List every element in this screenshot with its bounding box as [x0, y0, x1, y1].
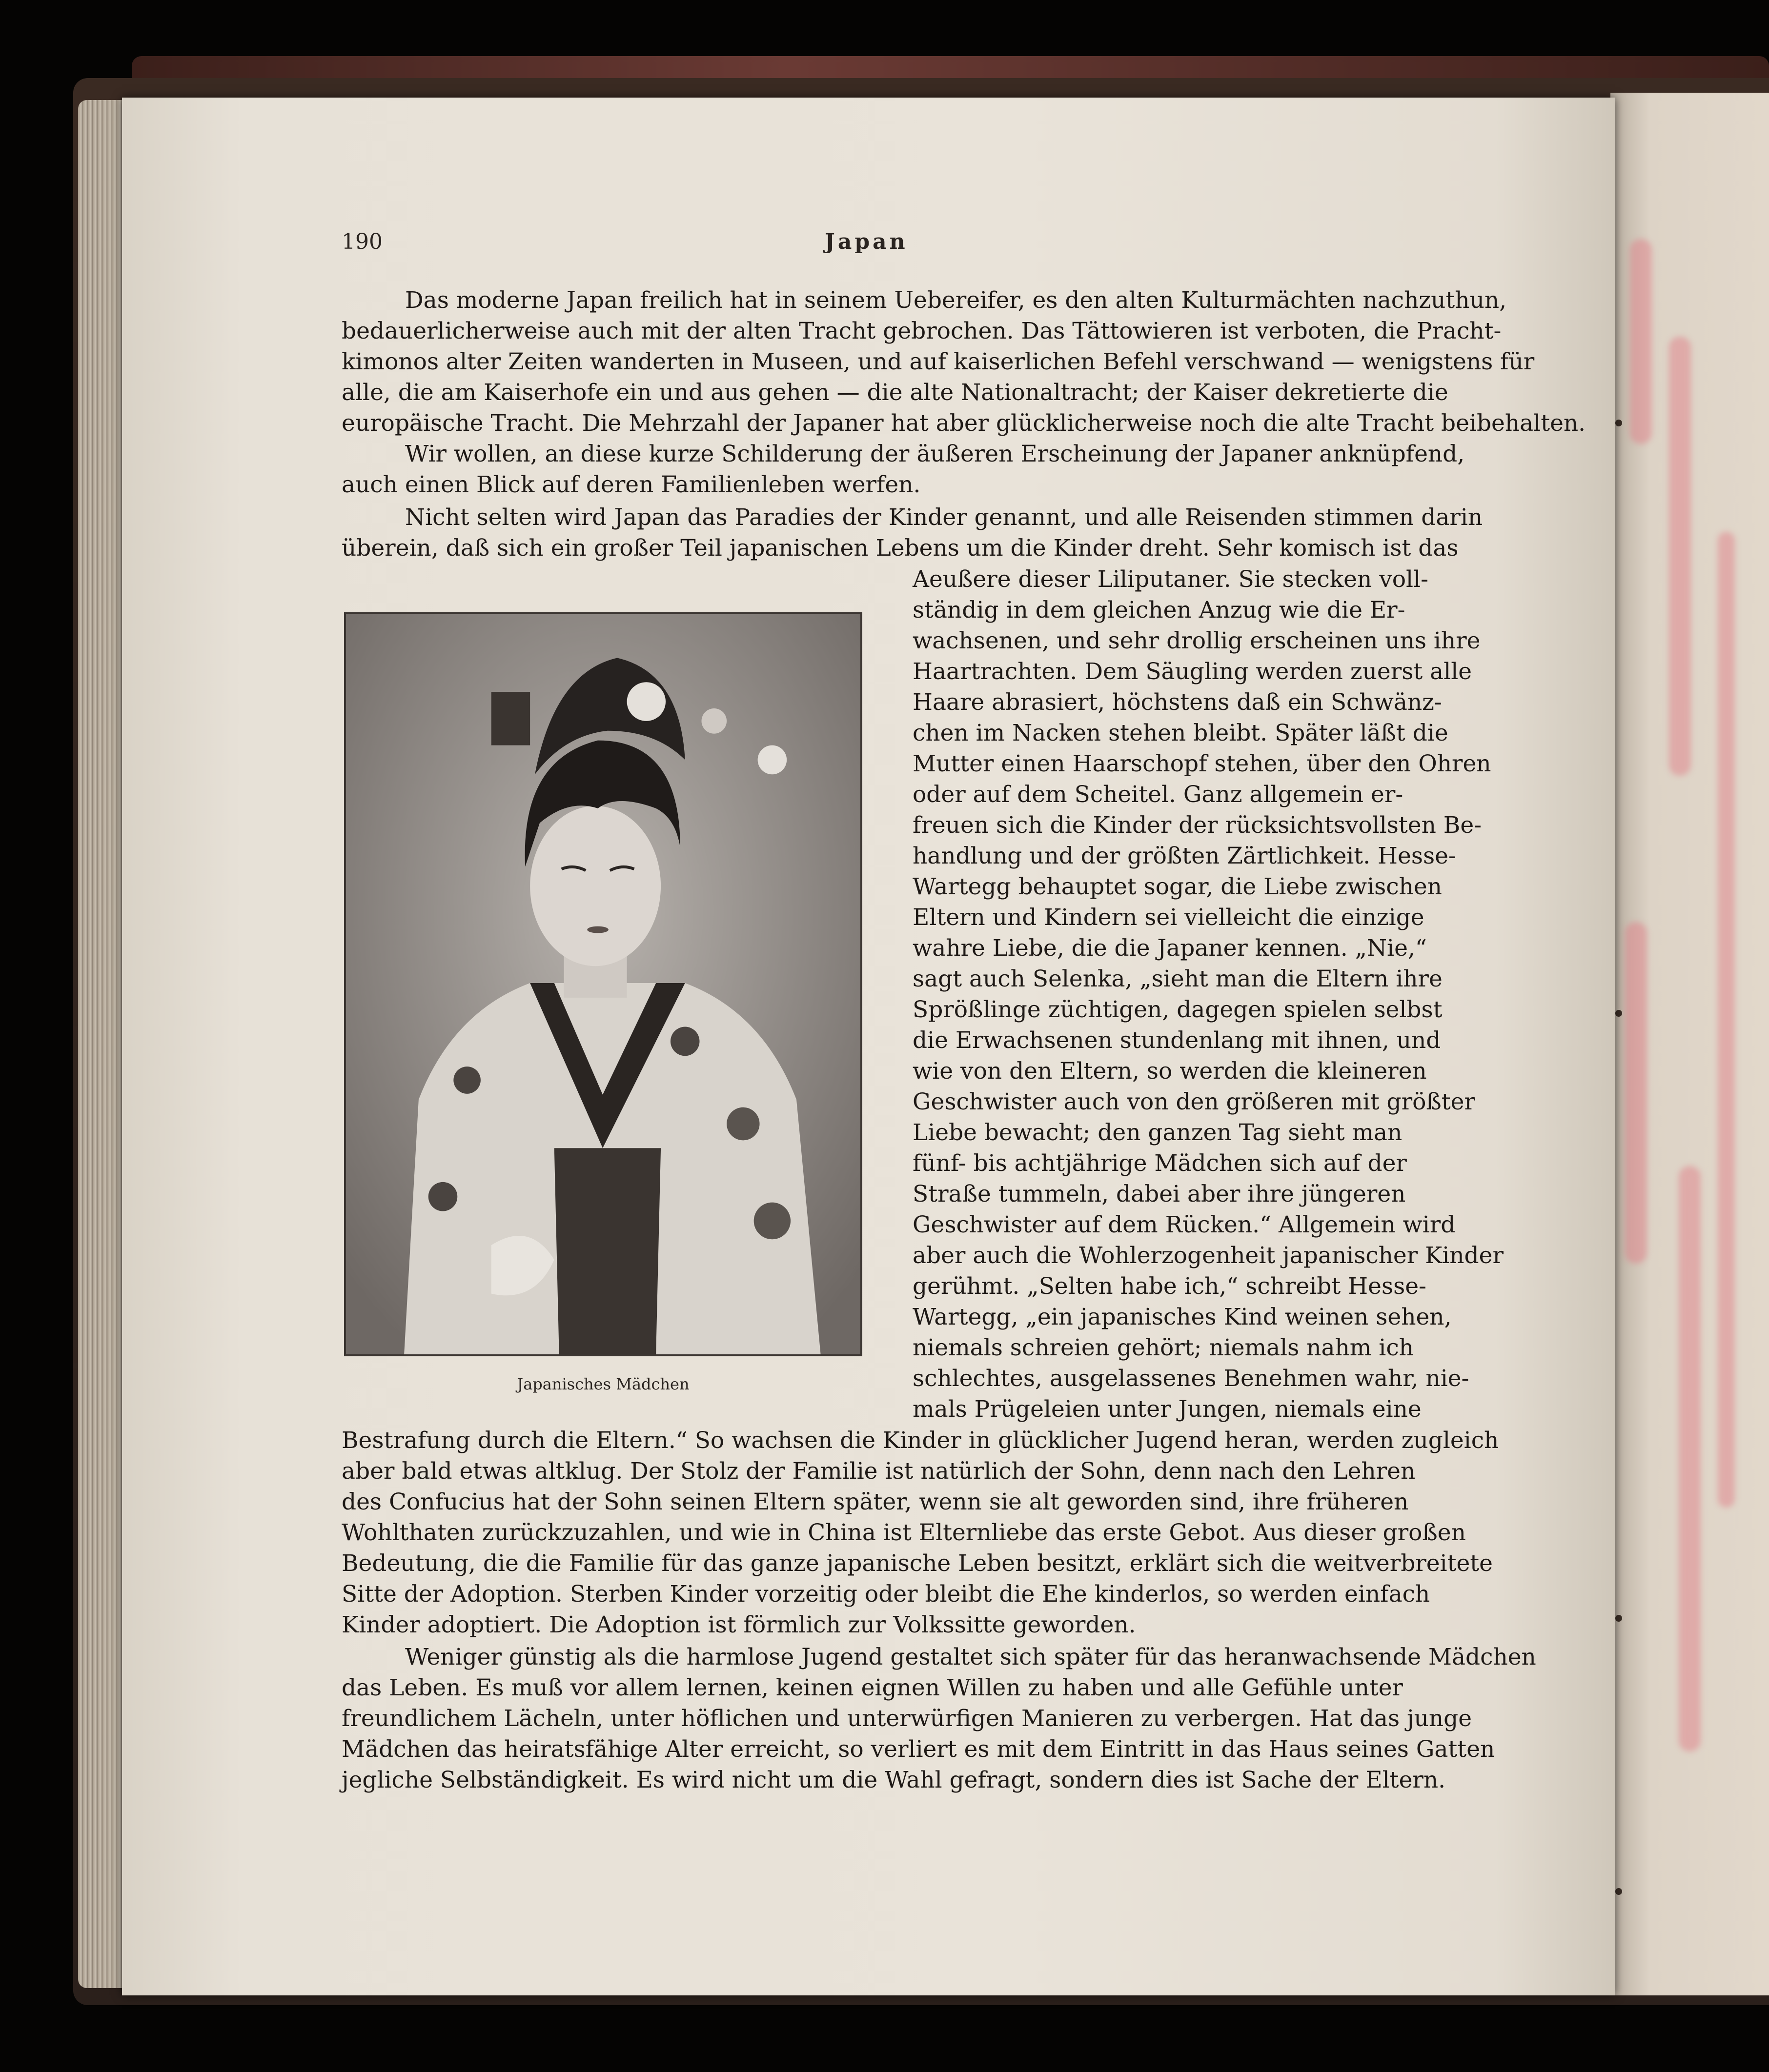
text-line: wie von den Eltern, so werden die kleineren — [913, 1058, 1427, 1085]
text-line: Wir wollen, an diese kurze Schilderung der äußeren Erscheinung der Japaner anknüpfend, — [405, 441, 1465, 467]
text-line: oder auf dem Scheitel. Ganz allgemein er- — [913, 781, 1403, 808]
stain — [1669, 337, 1691, 776]
text-line: fünf- bis achtjährige Mädchen sich auf der — [913, 1150, 1407, 1177]
text-line: alle, die am Kaiserhofe ein und aus gehen — die alte Nationaltracht; der Kaiser dekretierte die — [342, 379, 1448, 406]
text-line: Das moderne Japan freilich hat in seinem Uebereifer, es den alten Kulturmächten nachzuthun, — [405, 287, 1507, 314]
stain — [1679, 1166, 1701, 1751]
text-line: des Confucius hat der Sohn seinen Eltern später, wenn sie alt geworden sind, ihre früheren — [342, 1489, 1409, 1515]
text-line: die Erwachsenen stundenlang mit ihnen, und — [913, 1027, 1441, 1054]
page-title: Japan — [825, 229, 908, 254]
text-line: niemals schreien gehört; niemals nahm ich — [913, 1334, 1414, 1361]
text-line: aber auch die Wohlerzogenheit japanischer Kinder — [913, 1242, 1504, 1269]
text-line: europäische Tracht. Die Mehrzahl der Japaner hat aber glücklicherweise noch die alte Tracht beibehalten. — [342, 410, 1586, 437]
facing-page — [1610, 93, 1769, 1995]
text-line: Sitte der Adoption. Sterben Kinder vorzeitig oder bleibt die Ehe kinderlos, so werden einfach — [342, 1581, 1430, 1608]
text-line: kimonos alter Zeiten wanderten in Museen, und auf kaiserlichen Befehl verschwand — wenigstens für — [342, 348, 1535, 375]
text-line: Nicht selten wird Japan das Paradies der Kinder genannt, und alle Reisenden stimmen darin — [405, 504, 1483, 531]
text-line: sagt auch Selenka, „sieht man die Eltern ihre — [913, 966, 1443, 992]
text-line: überein, daß sich ein großer Teil japanischen Lebens um die Kinder dreht. Sehr komisch ist das — [342, 535, 1459, 562]
stain — [1718, 532, 1735, 1508]
text-line: Haare abrasiert, höchstens daß ein Schwänz- — [913, 689, 1442, 716]
portrait-photo — [344, 612, 862, 1356]
gutter-mark — [1615, 1888, 1622, 1895]
text-line: Mutter einen Haarschopf stehen, über den Ohren — [913, 750, 1491, 777]
text-line: Geschwister auf dem Rücken.“ Allgemein wird — [913, 1211, 1456, 1238]
text-line: Weniger günstig als die harmlose Jugend gestaltet sich später für das heranwachsende Mädchen — [405, 1644, 1536, 1670]
text-line: jegliche Selbständigkeit. Es wird nicht um die Wahl gefragt, sondern dies ist Sache der Eltern. — [342, 1767, 1446, 1793]
text-line: das Leben. Es muß vor allem lernen, keinen eignen Willen zu haben und alle Gefühle unter — [342, 1674, 1403, 1701]
gutter-mark — [1615, 1615, 1622, 1622]
text-line: handlung und der größten Zärtlichkeit. Hesse- — [913, 843, 1456, 869]
text-line: freuen sich die Kinder der rücksichtsvollsten Be- — [913, 812, 1482, 839]
text-line: freundlichem Lächeln, unter höflichen und unterwürfigen Manieren zu verbergen. Hat das junge — [342, 1705, 1472, 1732]
text-line: wachsenen, und sehr drollig erscheinen uns ihre — [913, 627, 1481, 654]
gutter-mark — [1615, 420, 1622, 426]
text-line: Kinder adoptiert. Die Adoption ist förmlich zur Volkssitte geworden. — [342, 1611, 1136, 1638]
text-line: Aeußere dieser Liliputaner. Sie stecken voll- — [913, 566, 1428, 593]
text-line: Eltern und Kindern sei vielleicht die einzige — [913, 904, 1424, 931]
text-line: mals Prügeleien unter Jungen, niemals eine — [913, 1396, 1422, 1423]
text-line: Sprößlinge züchtigen, dagegen spielen selbst — [913, 996, 1443, 1023]
stain — [1630, 239, 1652, 444]
text-line: Bestrafung durch die Eltern.“ So wachsen die Kinder in glücklicher Jugend heran, werden zugleich — [342, 1427, 1499, 1454]
gutter-mark — [1615, 1010, 1622, 1017]
text-line: chen im Nacken stehen bleibt. Später läßt die — [913, 720, 1448, 746]
text-line: Wohlthaten zurückzuzahlen, und wie in China ist Elternliebe das erste Gebot. Aus dieser großen — [342, 1519, 1466, 1546]
text-line: Straße tummeln, dabei aber ihre jüngeren — [913, 1181, 1406, 1207]
page-number: 190 — [342, 229, 383, 254]
text-line: gerühmt. „Selten habe ich,“ schreibt Hesse- — [913, 1273, 1426, 1300]
text-line: ständig in dem gleichen Anzug wie die Er- — [913, 597, 1405, 624]
photo-portrait-icon — [346, 614, 860, 1354]
text-line: Bedeutung, die die Familie für das ganze japanische Leben besitzt, erklärt sich die weitverbreitete — [342, 1550, 1493, 1577]
text-line: schlechtes, ausgelassenes Benehmen wahr, nie- — [913, 1365, 1469, 1392]
text-line: Mädchen das heiratsfähige Alter erreicht, so verliert es mit dem Eintritt in das Haus seines Gatten — [342, 1736, 1495, 1763]
text-line: auch einen Blick auf deren Familienleben werfen. — [342, 471, 921, 498]
text-line: bedauerlicherweise auch mit der alten Tracht gebrochen. Das Tättowieren ist verboten, die Pracht- — [342, 318, 1502, 344]
text-line: aber bald etwas altklug. Der Stolz der Familie ist natürlich der Sohn, denn nach den Lehren — [342, 1458, 1416, 1485]
text-line: Wartegg, „ein japanisches Kind weinen sehen, — [913, 1304, 1452, 1330]
text-line: Geschwister auch von den größeren mit größter — [913, 1088, 1475, 1115]
stain — [1625, 922, 1647, 1264]
text-line: Haartrachten. Dem Säugling werden zuerst alle — [913, 658, 1472, 685]
text-line: Wartegg behauptet sogar, die Liebe zwischen — [913, 873, 1442, 900]
text-line: wahre Liebe, die die Japaner kennen. „Nie,“ — [913, 935, 1427, 962]
text-line: Liebe bewacht; den ganzen Tag sieht man — [913, 1119, 1403, 1146]
figure-caption: Japanisches Mädchen — [517, 1375, 690, 1393]
